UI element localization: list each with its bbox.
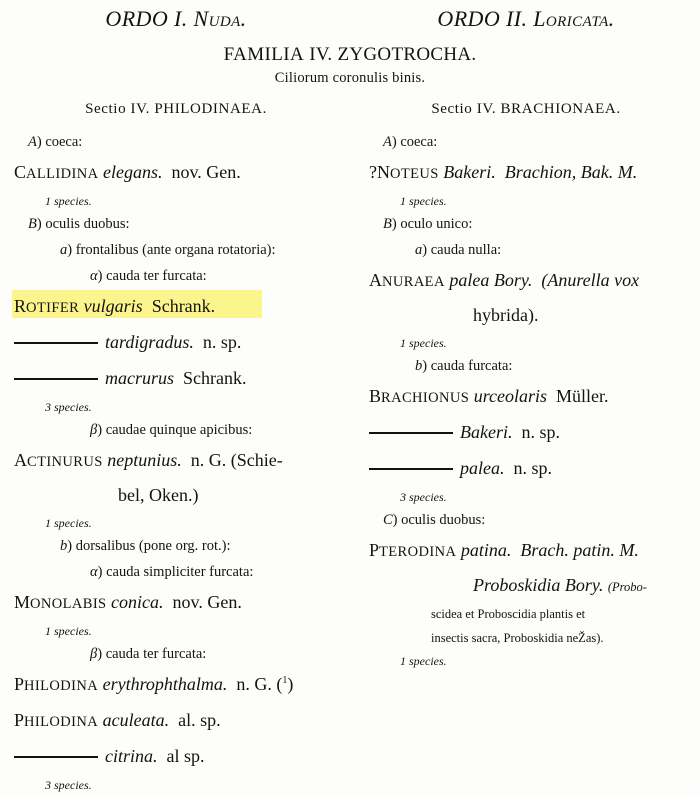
- subgroup-letter: β: [90, 422, 98, 438]
- genus-name: HILODINA: [24, 714, 99, 730]
- species-count: 1 species.: [45, 624, 92, 638]
- taxon-subgroup: [0, 265, 355, 291]
- species-epithet: tardigradus.: [105, 332, 194, 352]
- species-authority: Brachion, Bak. M.: [504, 162, 638, 182]
- taxonomy-column-philodinaea: [0, 131, 355, 797]
- taxon-subgroup: [355, 355, 700, 381]
- species-authority: Schrank.: [183, 368, 247, 388]
- genus-initial: M: [14, 592, 31, 612]
- subgroup-letter: a: [415, 242, 423, 258]
- group-label: ) oculo unico:: [391, 216, 473, 232]
- ordo-heading-row: [0, 6, 700, 32]
- genus-name: RACHIONUS: [381, 390, 470, 406]
- taxon-subgroup: [355, 239, 700, 265]
- group-letter: A: [383, 134, 392, 150]
- group-letter: A: [28, 134, 37, 150]
- familia-name: IV. ZYGOTROCHA.: [309, 44, 477, 65]
- species-epithet: erythrophthalma.: [102, 674, 228, 694]
- taxon-group-b: [0, 213, 355, 239]
- ordo-left-smallcap: O: [105, 6, 122, 31]
- subgroup-label: ) cauda ter furcata:: [97, 268, 207, 284]
- species-epithet: conica.: [111, 592, 164, 612]
- genus-initial: R: [14, 296, 27, 316]
- taxon-continuation-species: [355, 571, 700, 605]
- genus-name: OTIFER: [26, 300, 80, 316]
- species-epithet: citrina.: [105, 746, 158, 766]
- taxon-entry: [0, 157, 355, 193]
- taxon-subgroup: [0, 561, 355, 587]
- familia-heading: [0, 44, 700, 66]
- genus-repeat-rule: [369, 432, 453, 434]
- taxon-entry: [0, 669, 355, 705]
- uncertain-marker: ?: [369, 162, 377, 182]
- familia-subtitle: Ciliorum coronulis binis.: [274, 70, 426, 86]
- subgroup-letter: a: [60, 242, 68, 258]
- genus-name: NURAEA: [382, 274, 445, 290]
- taxon-group-a: [0, 131, 355, 157]
- authority-close-paren: ): [287, 674, 294, 694]
- group-label: ) coeca:: [391, 134, 438, 150]
- genus-initial: P: [369, 540, 380, 560]
- species-authority: nov. Gen.: [171, 162, 241, 182]
- subgroup-label: ) frontalibus (ante organa rotatoria):: [67, 242, 276, 258]
- taxon-subgroup: [0, 239, 355, 265]
- subgroup-letter: α: [90, 564, 98, 580]
- species-epithet: urceolaris: [473, 386, 548, 406]
- taxon-entry: [0, 291, 355, 327]
- genus-name: ONOLABIS: [30, 596, 107, 612]
- genus-name: ALLIDINA: [26, 166, 99, 182]
- genus-name: CTINURUS: [27, 454, 103, 470]
- genus-initial: A: [369, 270, 382, 290]
- species-authority: al. sp.: [178, 710, 221, 730]
- group-letter: C: [383, 512, 393, 528]
- species-authority: n. sp.: [513, 458, 553, 478]
- species-authority: n. G. (Schie-: [190, 450, 283, 470]
- taxon-entry-repeat: [0, 327, 355, 363]
- genus-repeat-rule: [14, 756, 98, 758]
- species-count: 3 species.: [45, 400, 92, 414]
- species-count: 1 species.: [45, 194, 92, 208]
- genus-initial: B: [369, 386, 382, 406]
- taxon-entry-repeat: [0, 741, 355, 777]
- genus-name: HILODINA: [24, 678, 99, 694]
- group-letter: B: [28, 216, 37, 232]
- taxon-entry: [355, 381, 700, 417]
- species-authority: al sp.: [166, 746, 205, 766]
- genus-initial: P: [14, 674, 25, 694]
- taxon-entry: [355, 265, 700, 301]
- species-epithet: palea.: [460, 458, 505, 478]
- footnote-marker: 1: [282, 675, 288, 686]
- group-letter: B: [383, 216, 392, 232]
- species-authority: Schrank.: [151, 296, 216, 316]
- subgroup-letter: α: [90, 268, 98, 284]
- genus-initial: C: [14, 162, 27, 182]
- genus-initial: N: [377, 162, 390, 182]
- taxon-note: scidea et Proboscidia plantis et: [431, 607, 586, 621]
- species-epithet: vulgaris: [83, 296, 143, 316]
- species-count: 3 species.: [400, 490, 447, 504]
- taxon-entry: [0, 587, 355, 623]
- group-label: ) coeca:: [36, 134, 83, 150]
- taxon-entry: [0, 445, 355, 481]
- genus-initial: P: [14, 710, 25, 730]
- species-epithet: Bakeri.: [443, 162, 496, 182]
- ordo-heading-right: [352, 6, 700, 32]
- subgroup-label: ) dorsalibus (pone org. rot.):: [67, 538, 231, 554]
- sectio-heading-right: Sectio IV. BRACHIONAEA.: [431, 101, 621, 117]
- species-authority: n. sp.: [521, 422, 560, 442]
- taxon-entry: [0, 705, 355, 741]
- species-count: 1 species.: [45, 516, 92, 530]
- taxon-entry-repeat: [355, 453, 700, 489]
- species-count: 1 species.: [400, 654, 447, 668]
- group-label: ) oculis duobus:: [36, 216, 130, 232]
- species-epithet: Proboskidia Bory.: [473, 575, 608, 595]
- taxon-continuation: hybrida).: [473, 305, 539, 325]
- species-epithet: macrurus: [105, 368, 175, 388]
- taxonomy-column-brachionaea: [355, 131, 700, 673]
- taxon-subgroup: [0, 419, 355, 445]
- taxon-entry-repeat: [0, 363, 355, 399]
- genus-repeat-rule: [14, 342, 98, 344]
- taxon-note: insectis sacra, Proboskidia neŽas).: [431, 631, 604, 645]
- taxon-subgroup: [0, 535, 355, 561]
- genus-repeat-rule: [369, 468, 453, 470]
- species-authority: (Anurella vox: [541, 270, 640, 290]
- species-count: 1 species.: [400, 194, 447, 208]
- subgroup-letter: β: [90, 646, 98, 662]
- sectio-heading-row: [0, 101, 700, 118]
- ordo-right-text: RDO II. Loricata.: [453, 6, 615, 31]
- species-authority: n. sp.: [202, 332, 242, 352]
- species-epithet: elegans.: [102, 162, 163, 182]
- species-authority: n. G. (: [236, 674, 283, 694]
- taxon-entry-repeat: [355, 417, 700, 453]
- genus-name: TERODINA: [379, 544, 457, 560]
- ordo-heading-left: [0, 6, 352, 32]
- familia-label: AMILIA: [233, 44, 305, 65]
- taxon-group-a: [355, 131, 700, 157]
- species-count: 3 species.: [45, 778, 92, 792]
- ordo-left-text: RDO I. Nuda.: [121, 6, 247, 31]
- taxon-group-c: [355, 509, 700, 535]
- subgroup-label: ) cauda ter furcata:: [97, 646, 207, 662]
- taxon-entry: [355, 157, 700, 193]
- species-epithet: neptunius.: [107, 450, 182, 470]
- subgroup-label: ) cauda nulla:: [422, 242, 502, 258]
- taxon-entry: [355, 535, 700, 571]
- subgroup-letter: b: [60, 538, 68, 554]
- species-epithet: palea Bory.: [449, 270, 533, 290]
- subgroup-label: ) cauda furcata:: [422, 358, 513, 374]
- species-authority: nov. Gen.: [172, 592, 242, 612]
- ordo-right-smallcap: O: [437, 6, 454, 31]
- taxon-continuation: bel, Oken.): [118, 485, 199, 505]
- genus-name: OTEUS: [390, 166, 439, 182]
- genus-initial: A: [14, 450, 27, 470]
- species-count: 1 species.: [400, 336, 447, 350]
- taxon-subgroup: [0, 643, 355, 669]
- genus-repeat-rule: [14, 378, 98, 380]
- species-authority: (Probo-: [607, 580, 647, 594]
- subgroup-label: ) caudae quinque apicibus:: [97, 422, 253, 438]
- subgroup-letter: b: [415, 358, 423, 374]
- species-epithet: aculeata.: [102, 710, 170, 730]
- species-authority: Müller.: [556, 386, 609, 406]
- group-label: ) oculis duobus:: [392, 512, 486, 528]
- species-epithet: Bakeri.: [460, 422, 513, 442]
- familia-smallcap: F: [223, 44, 234, 65]
- sectio-heading-left: Sectio IV. PHILODINAEA.: [85, 101, 267, 117]
- species-epithet: patina.: [460, 540, 512, 560]
- subgroup-label: ) cauda simpliciter furcata:: [97, 564, 254, 580]
- species-authority: Brach. patin. M.: [520, 540, 639, 560]
- taxon-group-b: [355, 213, 700, 239]
